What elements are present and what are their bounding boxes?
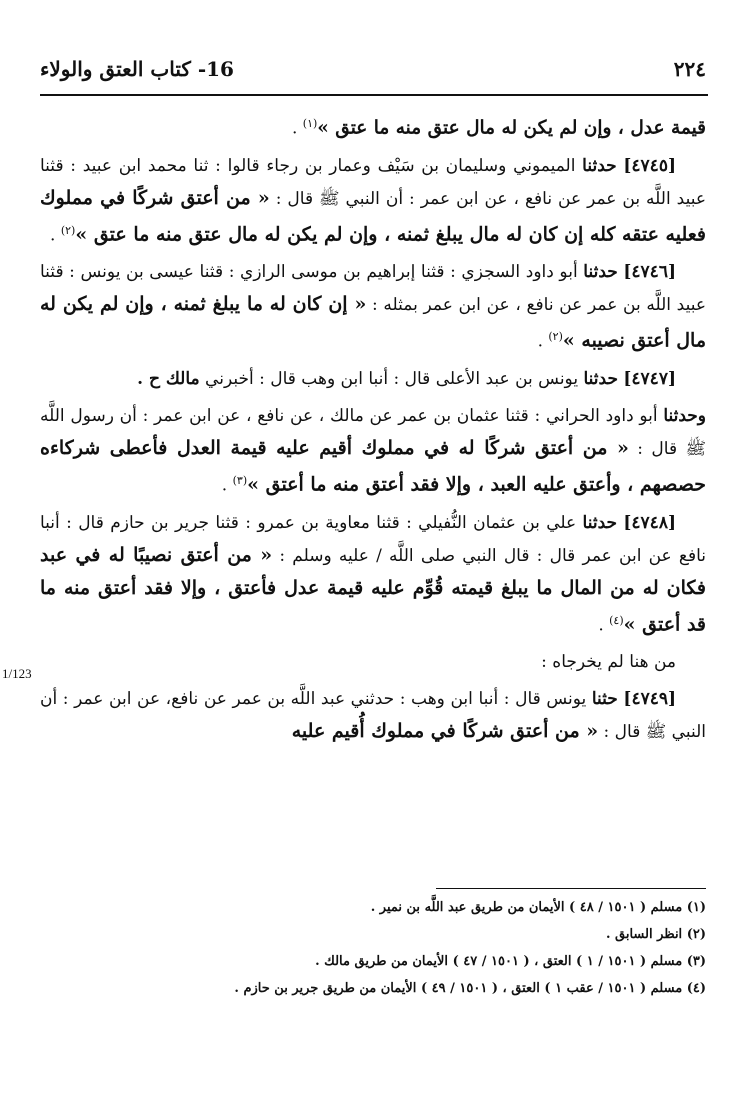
hadith-lead-word: حثنا: [591, 689, 618, 710]
isnad-end: مالك ح .: [137, 368, 200, 389]
hadith-4747-second-chain: [40, 400, 706, 502]
footnote-ref: (٢): [60, 223, 76, 237]
paragraph-continuation: [40, 108, 706, 145]
isnad: يونس قال : أنبا ابن وهب : حدثني عبد اللَّه بن عمر عن نافع، عن ابن عمر : أن النبي ﷺ قال :: [40, 689, 706, 743]
hadith-4746: [40, 256, 706, 358]
matn: « من أعتق نصيبًا له في عبد فكان له من المال ما يبلغ قيمته قُوِّم عليه قيمة عدل فأعتق ، وإلا فقد أعتق منه ما قد أعتق »: [40, 543, 706, 636]
manuscript-folio-note: 1/123: [2, 666, 32, 681]
hadith-number: [٤٧٤٩]: [623, 689, 677, 710]
hadith-4747: [40, 363, 706, 395]
footnote-ref: (٤): [609, 613, 624, 627]
matn: « من أعتق شركًا في مملوك أُقيم عليه: [291, 720, 599, 743]
section-note: [40, 646, 706, 678]
continued-matn: قيمة عدل ، وإن لم يكن له مال عتق منه ما عتق »: [317, 117, 706, 139]
matn: « من أعتق شركًا له في مملوك أقيم عليه قيمة العدل فأعطى شركاءه حصصهم ، وأعتق عليه العبد ، وإلا فقد أعتق منه ما أعتق »: [40, 436, 706, 496]
isnad: الميموني وسليمان بن سَيْف وعمار بن رجاء قالوا : ثنا محمد ابن عبيد : قثنا عبيد اللَّه بن عمر عن نافع ، عن ابن عمر : أن النبي ﷺ قال :: [40, 155, 706, 209]
footnotes: [40, 894, 706, 1002]
footnote: (٢) انظر السابق .: [605, 927, 706, 942]
matn: « من أعتق شركًا في مملوك فعليه عتقه كله إن كان له مال يبلغ ثمنه ، وإن لم يكن له مال عتق منه ما عتق »: [40, 186, 706, 246]
isnad: أبو داود الحراني : قثنا عثمان بن عمر عن مالك ، عن نافع ، عن ابن عمر : أن رسول اللَّه ﷺ قال :: [40, 405, 706, 459]
isnad: علي بن عثمان النُّفيلي : قثنا معاوية بن عمرو : قثنا جرير بن حازم قال : أنبا نافع عن ابن عمر قال : قال النبي صلى اللَّه / عليه وسلم :: [40, 512, 706, 566]
footnote: (٤) مسلم ( ١٥٠١ / عقب ١ ) العتق ، ( ١٥٠١ / ٤٩ ) الأيمان من طريق جرير بن حازم .: [234, 981, 706, 996]
sentence-end: .: [291, 118, 303, 139]
matn: « إن كان له ما يبلغ ثمنه ، وإن لم يكن له مال أعتق نصيبه »: [40, 293, 706, 352]
hadith-number: [٤٧٤٨]: [623, 512, 676, 533]
footnote-ref: (٣): [232, 473, 248, 487]
hadith-lead-word: حدثنا: [582, 155, 617, 176]
sentence-end: .: [537, 331, 549, 352]
hadith-number: [٤٧٤٥]: [623, 155, 676, 176]
hadith-number: [٤٧٤٦]: [623, 262, 676, 283]
hadith-lead-word: حدثنا: [582, 512, 618, 533]
sentence-end: .: [598, 615, 610, 636]
section-note-text: من هنا لم يخرجاه :: [541, 652, 676, 673]
hadith-lead-word: حدثنا: [583, 262, 618, 283]
hadith-number: [٤٧٤٧]: [623, 368, 676, 389]
hadith-lead-word: وحدثنا: [663, 405, 706, 426]
sentence-end: .: [221, 475, 233, 496]
footnote-ref: (١): [302, 117, 318, 130]
main-text: [40, 108, 706, 753]
running-head: [40, 52, 706, 86]
header-rule: [40, 94, 708, 96]
hadith-lead-word: حدثنا: [583, 368, 618, 389]
footnote-ref: (٢): [548, 330, 563, 344]
isnad: يونس بن عبد الأعلى قال : أنبا ابن وهب قال : أخبرني: [199, 368, 584, 389]
sentence-end: .: [50, 225, 61, 246]
hadith-4748: [40, 507, 706, 642]
chapter-title: 16- كتاب العتق والولاء: [40, 57, 234, 81]
footnote: (٣) مسلم ( ١٥٠١ / ١ ) العتق ، ( ١٥٠١ / ٤٧ ) الأيمان من طريق مالك .: [315, 954, 706, 969]
page-number: ٢٢٤: [673, 57, 706, 81]
footnote-rule: [436, 888, 706, 889]
isnad: أبو داود السجزي : قثنا إبراهيم بن موسى الرازي : قثنا عيسى بن يونس : قثنا عبيد اللَّه بن عمر عن نافع ، عن ابن عمر بمثله :: [40, 262, 706, 316]
hadith-4749: [40, 683, 706, 748]
hadith-4745: [40, 150, 706, 252]
footnote: (١) مسلم ( ١٥٠١ / ٤٨ ) الأيمان من طريق عبد اللَّه بن نمير .: [370, 900, 706, 915]
